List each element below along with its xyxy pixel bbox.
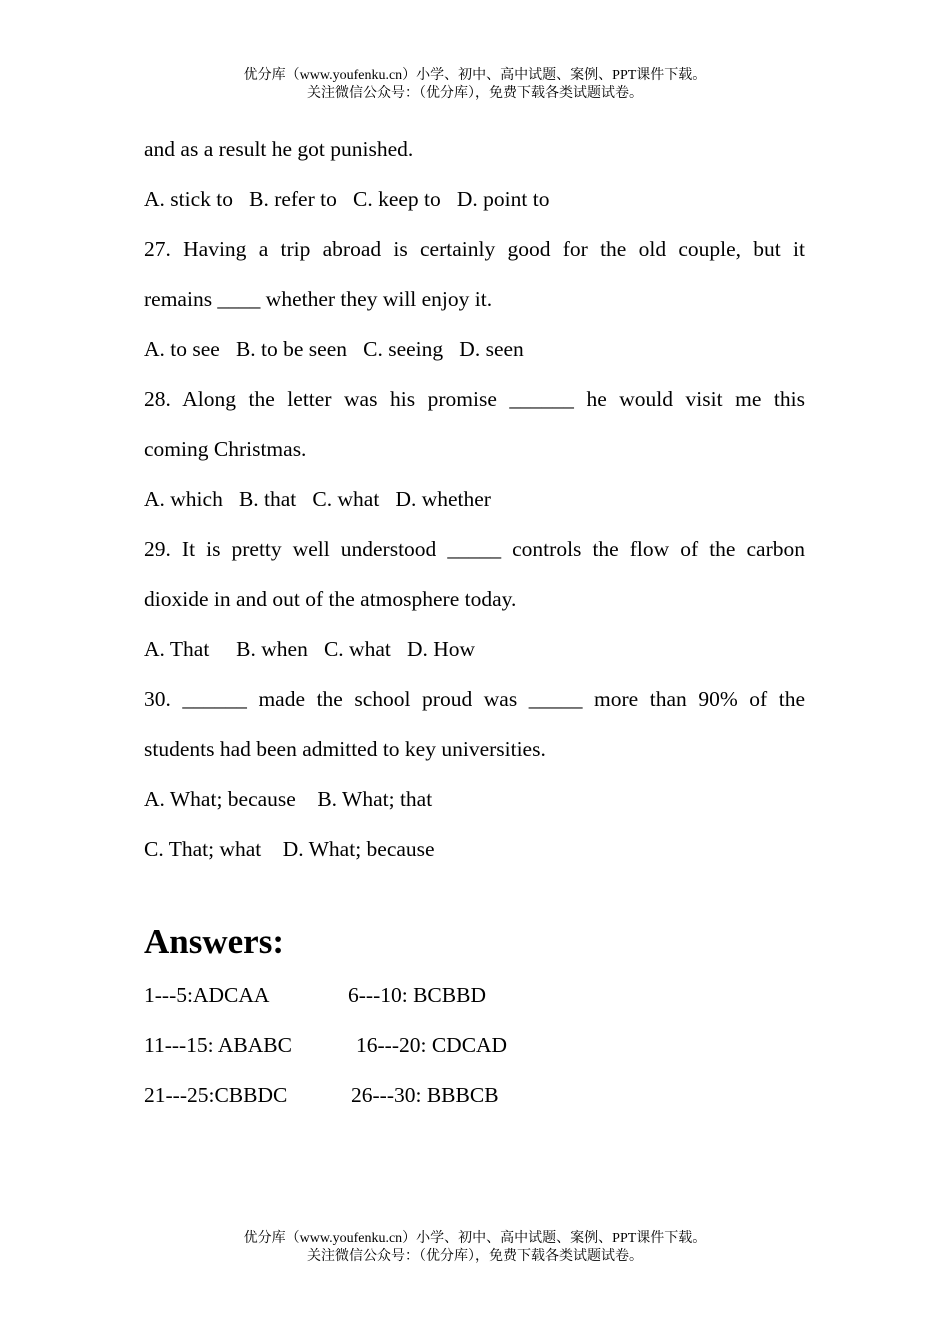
answer-range-left: 1---5:ADCAA: [144, 983, 270, 1007]
answer-range-right: 16---20: CDCAD: [356, 1033, 508, 1057]
q29-option-c: C. what: [323, 637, 391, 661]
q30-options-row-2: [144, 824, 805, 874]
q27-option-d: D. seen: [459, 337, 524, 361]
header-line-1: 优分库（www.youfenku.cn）小学、初中、高中试题、案例、PPT课件下载。: [243, 68, 707, 83]
q29-option-d: D. How: [406, 637, 476, 661]
q27-line-1: 27. Having a trip abroad is certainly good for the old couple, but it: [144, 237, 805, 261]
q27-option-b: B. to be seen: [235, 337, 348, 361]
q27-option-a: A. to see: [144, 337, 220, 361]
q30-option-c: C. That; what: [144, 837, 262, 861]
q26-option-d: D. point to: [456, 187, 550, 211]
answers-row: [144, 1020, 805, 1070]
q26-tail: and as a result he got punished.: [144, 137, 414, 161]
q28-option-d: D. whether: [395, 487, 491, 511]
page-header: [0, 67, 950, 103]
q30-option-b: B. What; that: [317, 787, 433, 811]
q29-options: [144, 624, 805, 674]
q28-line-2: coming Christmas.: [144, 437, 307, 461]
answers-heading: Answers:: [144, 922, 284, 961]
q28-option-c: C. what: [312, 487, 380, 511]
answer-range-right: 26---30: BBBCB: [351, 1083, 499, 1107]
q27-option-c: C. seeing: [363, 337, 444, 361]
q27-options: [144, 324, 805, 374]
q29-option-b: B. when: [236, 637, 308, 661]
document-body: [144, 124, 805, 1120]
footer-line-2: 关注微信公众号：（优分库），免费下载各类试题试卷。: [307, 1249, 643, 1264]
q28-option-b: B. that: [238, 487, 297, 511]
q26-options: [144, 174, 805, 224]
q28-option-a: A. which: [144, 487, 223, 511]
q26-option-b: B. refer to: [249, 187, 337, 211]
q29-option-a: A. That: [144, 637, 210, 661]
q30-option-d: D. What; because: [282, 837, 435, 861]
answer-range-right: 6---10: BCBBD: [348, 983, 486, 1007]
answers-row: [144, 1070, 805, 1120]
q30-line-2: students had been admitted to key universities.: [144, 737, 546, 761]
q30-option-a: A. What; because: [144, 787, 296, 811]
page-footer: [0, 1230, 950, 1266]
q29-line-2: dioxide in and out of the atmosphere today.: [144, 587, 517, 611]
q29-line-1: 29. It is pretty well understood _____ controls the flow of the carbon: [144, 537, 805, 561]
answer-range-left: 21---25:CBBDC: [144, 1083, 288, 1107]
q28-options: [144, 474, 805, 524]
answers-row: [144, 970, 805, 1020]
header-line-2: 关注微信公众号：（优分库），免费下载各类试题试卷。: [307, 86, 643, 101]
q30-line-1: 30. ______ made the school proud was _____ more than 90% of the: [144, 687, 805, 711]
q26-option-c: C. keep to: [353, 187, 441, 211]
answer-range-left: 11---15: ABABC: [144, 1033, 292, 1057]
q26-option-a: A. stick to: [144, 187, 233, 211]
q28-line-1: 28. Along the letter was his promise ______ he would visit me this: [144, 387, 805, 411]
q27-line-2: remains ____ whether they will enjoy it.: [144, 287, 493, 311]
footer-line-1: 优分库（www.youfenku.cn）小学、初中、高中试题、案例、PPT课件下载。: [243, 1231, 707, 1246]
q30-options-row-1: [144, 774, 805, 824]
